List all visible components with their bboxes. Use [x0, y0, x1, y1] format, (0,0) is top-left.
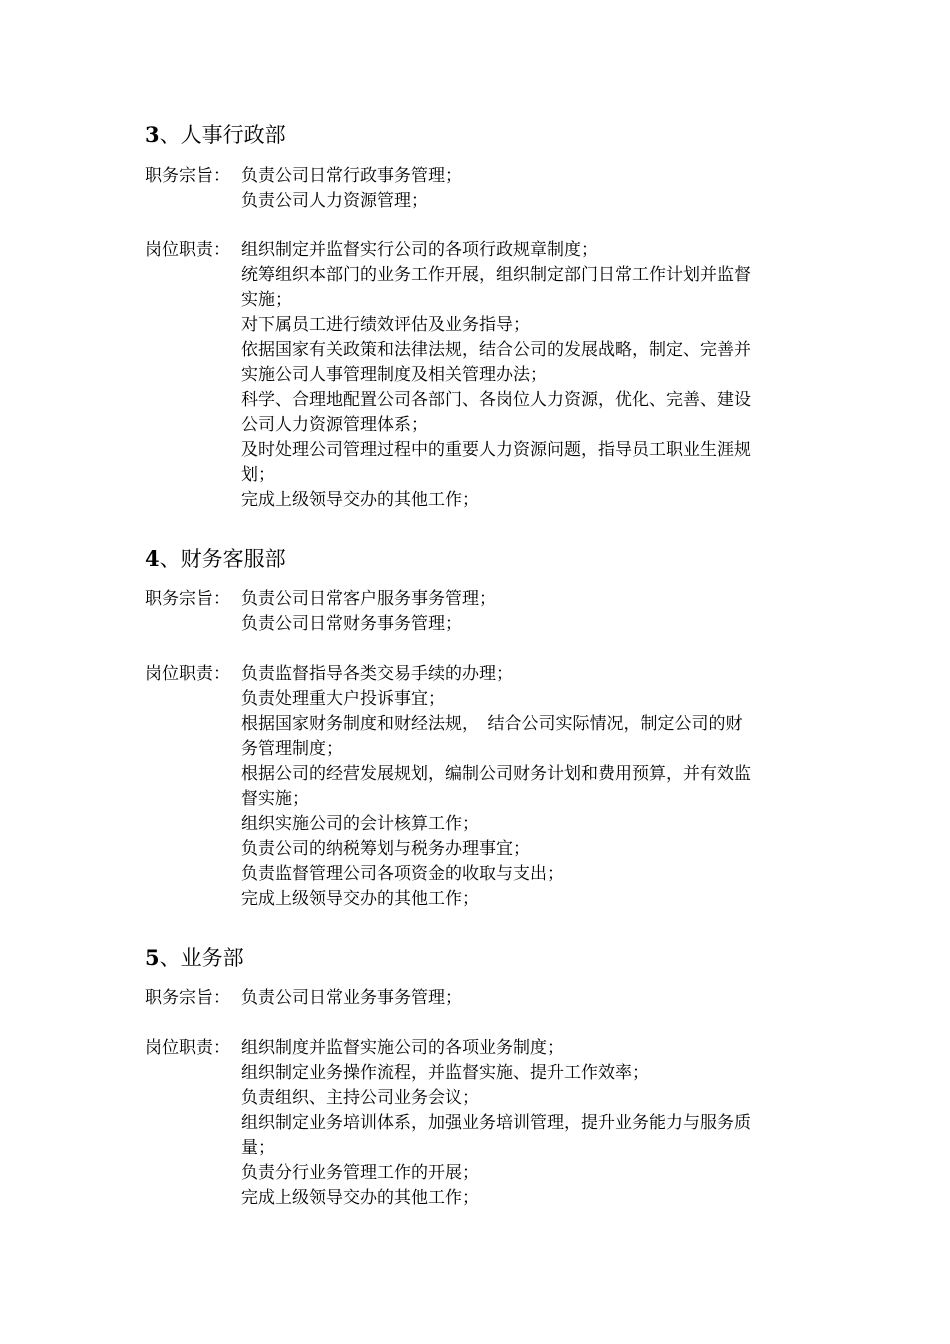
section-number: 3 [145, 122, 160, 147]
section-title: 、人事行政部 [159, 123, 286, 147]
duty-line: 负责监督指导各类交易手续的办理； [241, 664, 513, 684]
purpose-line: 负责公司日常行政事务管理； [241, 166, 462, 186]
duty-line: 组织制度并监督实施公司的各项业务制度； [241, 1038, 564, 1058]
duty-line: 根据国家财务制度和财经法规， 结合公司实际情况，制定公司的财 [241, 714, 743, 734]
purpose-label: 职务宗旨： [145, 589, 230, 609]
duty-line: 科学、合理地配置公司各部门、各岗位人力资源，优化、完善、建设 [241, 390, 751, 410]
section-heading [145, 122, 286, 148]
duty-line: 完成上级领导交办的其他工作； [241, 490, 479, 510]
duty-line: 务管理制度； [241, 739, 343, 759]
purpose-label: 职务宗旨： [145, 166, 230, 186]
duty-line: 组织实施公司的会计核算工作； [241, 814, 479, 834]
purpose-label: 职务宗旨： [145, 988, 230, 1008]
duty-line: 负责组织、主持公司业务会议； [241, 1088, 479, 1108]
duty-line: 及时处理公司管理过程中的重要人力资源问题，指导员工职业生涯规 [241, 440, 751, 460]
duty-line: 督实施； [241, 789, 309, 809]
duty-line: 完成上级领导交办的其他工作； [241, 889, 479, 909]
duty-line: 组织制定业务操作流程，并监督实施、提升工作效率； [241, 1063, 649, 1083]
duty-line: 实施公司人事管理制度及相关管理办法； [241, 365, 547, 385]
duty-line: 依据国家有关政策和法律法规，结合公司的发展战略，制定、完善并 [241, 340, 751, 360]
section-title: 、业务部 [159, 946, 244, 970]
duty-line: 负责处理重大户投诉事宜； [241, 689, 445, 709]
duty-line: 组织制定业务培训体系，加强业务培训管理，提升业务能力与服务质 [241, 1113, 751, 1133]
duty-line: 组织制定并监督实行公司的各项行政规章制度； [241, 240, 598, 260]
duty-line: 负责公司的纳税筹划与税务办理事宜； [241, 839, 530, 859]
duty-line: 对下属员工进行绩效评估及业务指导； [241, 315, 530, 335]
duty-line: 根据公司的经营发展规划，编制公司财务计划和费用预算，并有效监 [241, 764, 751, 784]
section-number: 4 [145, 546, 160, 571]
duty-line: 公司人力资源管理体系； [241, 415, 428, 435]
section-number: 5 [145, 945, 160, 970]
duty-line: 统筹组织本部门的业务工作开展，组织制定部门日常工作计划并监督 [241, 265, 751, 285]
duty-line: 完成上级领导交办的其他工作； [241, 1188, 479, 1208]
section-heading [145, 945, 244, 971]
purpose-line: 负责公司日常财务事务管理； [241, 614, 462, 634]
duty-line: 实施； [241, 290, 292, 310]
duties-label: 岗位职责： [145, 1038, 230, 1058]
purpose-line: 负责公司日常业务事务管理； [241, 988, 462, 1008]
duty-line: 划； [241, 465, 275, 485]
duties-label: 岗位职责： [145, 240, 230, 260]
section-heading [145, 546, 286, 572]
purpose-line: 负责公司日常客户服务事务管理； [241, 589, 496, 609]
duty-line: 负责分行业务管理工作的开展； [241, 1163, 479, 1183]
duty-line: 量； [241, 1138, 275, 1158]
purpose-line: 负责公司人力资源管理； [241, 191, 428, 211]
duty-line: 负责监督管理公司各项资金的收取与支出； [241, 864, 564, 884]
duties-label: 岗位职责： [145, 664, 230, 684]
section-title: 、财务客服部 [159, 547, 286, 571]
